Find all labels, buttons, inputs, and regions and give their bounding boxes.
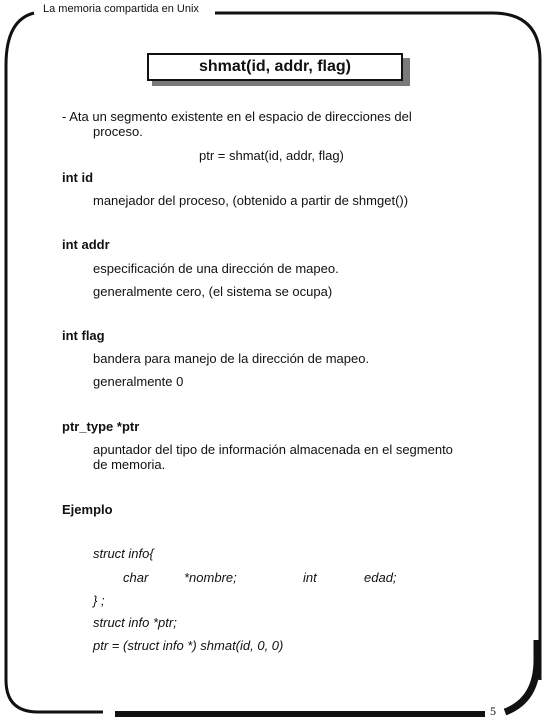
function-call: ptr = shmat(id, addr, flag) (199, 148, 344, 163)
param-addr-desc-1: especificación de una dirección de mapeo. (93, 261, 339, 276)
param-id-desc: manejador del proceso, (obtenido a partir de shmget()) (93, 193, 409, 208)
example-struct-open: struct info{ (93, 546, 154, 561)
param-ptr-desc-2: de memoria. (93, 457, 166, 472)
intro-line-2: proceso. (93, 124, 143, 139)
param-flag-desc-2: generalmente 0 (93, 374, 184, 389)
example-struct-close: } ; (93, 593, 105, 608)
param-id-name: int id (62, 170, 94, 185)
header-label: La memoria compartida en Unix (40, 3, 202, 15)
example-assign: ptr = (struct info *) shmat(id, 0, 0) (93, 638, 284, 653)
param-addr-desc-2: generalmente cero, (el sistema se ocupa) (93, 284, 333, 299)
intro-line-1: - Ata un segmento existente en el espacio de direcciones del (62, 109, 412, 124)
example-heading: Ejemplo (62, 502, 113, 517)
param-flag-name: int flag (62, 328, 105, 343)
page-number: 5 (490, 704, 496, 718)
param-ptr-desc-1: apuntador del tipo de información almacenada en el segmento (93, 442, 453, 457)
param-flag-desc-1: bandera para manejo de la dirección de mapeo. (93, 351, 370, 366)
param-addr-name: int addr (62, 237, 110, 252)
example-field-type-1: char (123, 570, 149, 585)
page-title: shmat(id, addr, flag) (147, 53, 403, 81)
param-ptr-name: ptr_type *ptr (62, 419, 140, 434)
example-decl: struct info *ptr; (93, 615, 177, 630)
example-field-name-1: *nombre; (184, 570, 237, 585)
example-field-name-2: edad; (364, 570, 397, 585)
example-field-type-2: int (303, 570, 317, 585)
